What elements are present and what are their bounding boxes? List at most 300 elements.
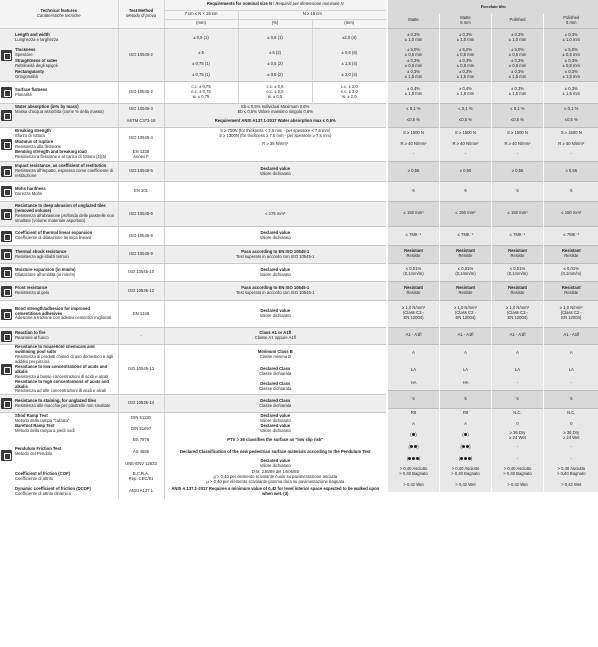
value-cell bbox=[544, 430, 598, 441]
value-cell bbox=[492, 69, 544, 81]
cell-line: ± 0,5 mm bbox=[456, 51, 475, 57]
feature-name-it: Resistenza all'abrasione profonda delle piastrelle non smaltate (volume materiale asportato) bbox=[15, 213, 115, 223]
value-row bbox=[388, 149, 598, 161]
requirement-cell bbox=[164, 470, 386, 485]
feature-icon-cell bbox=[0, 128, 13, 162]
cell-line: ± 1,0 mm bbox=[562, 36, 580, 42]
cell-line: Matte bbox=[408, 17, 419, 23]
cell-line: Resistant bbox=[561, 284, 581, 290]
feature-name: Pendulum Friction Test bbox=[15, 446, 62, 452]
dot-icon bbox=[464, 457, 467, 460]
feature-name: Bond strength/adhesion for improved cementitious adhesives bbox=[15, 305, 90, 316]
value-cell bbox=[388, 226, 440, 245]
cell-line: Classe dichiarata bbox=[259, 371, 292, 377]
cell-line: AS 4586 bbox=[132, 448, 150, 454]
feature-row bbox=[0, 365, 386, 380]
dot-icon bbox=[462, 445, 465, 448]
cell-line: ISO 10545-6 bbox=[129, 210, 153, 216]
value-row bbox=[388, 430, 598, 441]
value-cell bbox=[492, 419, 544, 430]
cell-line: EN 101 bbox=[134, 188, 148, 194]
cell-line: ± 0,3% bbox=[564, 58, 578, 63]
cell-line: ≤ 0,1 % bbox=[458, 105, 473, 111]
cell-line: Eb ≤ 0,5% Valore massimo singolo 0,6% bbox=[237, 108, 313, 114]
test-method-cell bbox=[118, 227, 164, 246]
value-cell bbox=[388, 201, 440, 226]
value-cell bbox=[440, 245, 492, 263]
value-cell bbox=[492, 344, 544, 363]
tech-features-label: Technical features bbox=[40, 8, 77, 14]
test-method-cell bbox=[118, 413, 164, 424]
cell-line: ≤0,5 % bbox=[564, 117, 578, 123]
cell-line: S ≥ 1500 N bbox=[403, 129, 424, 135]
value-cell bbox=[544, 454, 598, 465]
cell-line: > 0,40 Asciutto bbox=[451, 465, 480, 471]
test-method-cell bbox=[118, 282, 164, 301]
feature-name-cell bbox=[13, 202, 118, 227]
test-method-cell bbox=[118, 128, 164, 150]
feature-row bbox=[0, 380, 386, 395]
cell-line: S ≥ 700N (for thickness < 7,5 mm - per spessore < 7,5 mm) bbox=[220, 127, 331, 133]
test-method-cell bbox=[118, 264, 164, 282]
cell-line: A bbox=[569, 350, 573, 356]
requirement-cell bbox=[164, 413, 386, 424]
porcelain-tiles-table bbox=[387, 0, 598, 492]
cell-line: ≤ 7MK⁻¹ bbox=[563, 232, 580, 238]
requirement-cell bbox=[164, 282, 386, 301]
test-method-cell bbox=[118, 182, 164, 202]
feature-name-cell bbox=[13, 446, 118, 459]
value-cell bbox=[492, 28, 544, 47]
feature-name-it: Sforzo di rottura bbox=[15, 132, 45, 138]
cell-line: ± 0,5 mm bbox=[562, 51, 580, 57]
value-cell bbox=[388, 161, 440, 181]
feature-name: Moisture expansion (in mm/m) bbox=[15, 266, 76, 272]
feature-row bbox=[0, 116, 386, 128]
test-method-cell bbox=[118, 246, 164, 264]
cell-line: ± 0,3% bbox=[510, 69, 524, 74]
feature-name: Bending strength and breaking load bbox=[15, 149, 87, 155]
requirement-cell bbox=[164, 227, 386, 246]
cell-line: ≤ 0,1 % bbox=[406, 105, 421, 111]
cell-line: (Class C2 - bbox=[507, 310, 528, 316]
requirement-cell bbox=[164, 435, 386, 446]
requirement-cell bbox=[164, 380, 386, 395]
feature-name-it: Resistenza a flessione e al carico di rottura (4)(5) bbox=[15, 154, 107, 160]
feature-name: Resistance to deep abrasion of unglazed tiles (removed volume) bbox=[15, 203, 106, 214]
cell-line: ≤ 0,01% bbox=[457, 266, 474, 272]
value-cell bbox=[388, 127, 440, 139]
cell-line: ± 5,0% bbox=[458, 47, 472, 52]
cell-line: Resistant bbox=[404, 284, 423, 290]
cell-line: ± 5,0% bbox=[406, 47, 420, 52]
feature-row bbox=[0, 227, 386, 246]
cell-line: - bbox=[516, 444, 519, 450]
feature-name-it: Coefficiente di dilatazione termica lineare bbox=[15, 235, 92, 240]
cell-line: A1 - A1fl bbox=[509, 332, 526, 338]
value-cell bbox=[388, 81, 440, 103]
value-cell bbox=[492, 103, 544, 115]
cell-line: Resiste bbox=[564, 289, 579, 295]
cell-line: ± 5,0% bbox=[564, 47, 578, 52]
cell-line: ± 0,5 (2) bbox=[267, 60, 283, 66]
requirement-cell bbox=[164, 70, 238, 82]
value-cell bbox=[492, 161, 544, 181]
cell-line: - bbox=[570, 151, 572, 157]
unit-mm-a: (mm) bbox=[164, 19, 238, 28]
value-cell bbox=[388, 28, 440, 47]
feature-name-cell bbox=[13, 82, 118, 104]
cell-line: ± 1,5 mm bbox=[404, 73, 423, 79]
dot-icon bbox=[468, 457, 471, 460]
feature-icon-cell bbox=[0, 301, 13, 328]
value-cell bbox=[492, 363, 544, 378]
feature-icon bbox=[1, 231, 12, 242]
value-cell bbox=[544, 281, 598, 300]
cell-line: ± 0,8 mm bbox=[456, 62, 475, 68]
cell-line: - bbox=[516, 456, 519, 462]
cell-line: Declared value bbox=[260, 412, 291, 418]
cell-line: S ≥ 1500 N bbox=[507, 129, 528, 135]
requirement-cell bbox=[164, 59, 238, 70]
value-cell bbox=[492, 127, 544, 139]
value-row bbox=[388, 139, 598, 149]
cell-line: B.C.R.A. bbox=[132, 471, 150, 477]
value-cell bbox=[388, 465, 440, 478]
cell-line: ISO 10545-12 bbox=[127, 287, 155, 293]
cell-line: Class A1 or A1fl bbox=[259, 330, 292, 336]
feature-icon bbox=[1, 364, 12, 375]
feature-name-cell bbox=[13, 29, 118, 48]
cell-line: ANSI A.137.1-2017 Requires a minimum value of 0,42 for level interior space expected to be walked upon when wet. (3) bbox=[171, 485, 380, 496]
cell-line: ± 0,75 (1) bbox=[192, 71, 210, 77]
value-row bbox=[388, 390, 598, 408]
test-method-cell bbox=[118, 150, 164, 162]
feature-name: Coefficient of friction (COF) bbox=[15, 471, 70, 477]
value-cell bbox=[544, 58, 598, 69]
value-row bbox=[388, 103, 598, 115]
cell-line: ± 0,5 mm bbox=[508, 51, 527, 57]
test-method-cell bbox=[118, 459, 164, 470]
test-method-cell bbox=[118, 116, 164, 128]
value-row bbox=[388, 378, 598, 390]
feature-name: Dynamic coefficient of friction (DCOF) bbox=[15, 485, 91, 491]
feature-row bbox=[0, 150, 386, 162]
feature-name-cell bbox=[13, 345, 118, 365]
cell-line: Declared Classification of the new pedestrian surface materials according to the Pendulum Test bbox=[180, 448, 371, 454]
value-cell bbox=[544, 408, 598, 419]
value-row bbox=[388, 441, 598, 454]
value-row bbox=[388, 201, 598, 226]
cell-line: Resistant bbox=[508, 284, 527, 290]
cell-line: ± 0,3% bbox=[458, 31, 472, 37]
value-cell bbox=[440, 58, 492, 69]
feature-name-it: Resistenza ad alte concentrazioni di acidi e alcali bbox=[15, 388, 107, 394]
value-cell bbox=[440, 408, 492, 419]
cell-line: e.c. ± 0,5 bbox=[266, 89, 284, 95]
cell-line: Polished bbox=[509, 17, 526, 23]
value-cell bbox=[440, 419, 492, 430]
cell-line: (0,1mm/m) bbox=[561, 271, 582, 276]
feature-name-cell bbox=[13, 264, 118, 282]
cell-line: Resiste bbox=[406, 253, 421, 258]
value-cell bbox=[440, 149, 492, 161]
feature-icon-cell bbox=[0, 328, 13, 345]
value-cell bbox=[544, 378, 598, 390]
test-method-cell bbox=[118, 435, 164, 446]
feature-icon bbox=[1, 286, 12, 297]
value-cell bbox=[440, 161, 492, 181]
cell-line: Resiste bbox=[564, 253, 579, 258]
cell-line: > 0,40 Asciutto bbox=[399, 465, 428, 471]
cell-line: ± 0,3% bbox=[458, 69, 472, 74]
requirement-cell bbox=[164, 202, 386, 227]
value-cell bbox=[544, 327, 598, 344]
cell-line: Resiste bbox=[510, 289, 525, 295]
feature-name-cell bbox=[13, 413, 118, 424]
requirement-cell bbox=[164, 182, 386, 202]
feature-name-cell bbox=[13, 301, 118, 328]
requirement-cell bbox=[238, 59, 312, 70]
cell-line: c.c. ± 0,5 bbox=[266, 84, 284, 90]
value-row bbox=[388, 408, 598, 419]
requirement-cell bbox=[164, 345, 386, 365]
cell-line: - bbox=[140, 332, 142, 338]
cell-line: 0 bbox=[516, 421, 519, 427]
value-cell bbox=[492, 378, 544, 390]
feature-icon-cell bbox=[0, 29, 13, 82]
cell-line: > 0,40 Bagnato bbox=[399, 470, 428, 476]
cell-line: ≤ 0,1 % bbox=[510, 105, 525, 111]
cell-line: ISO 10545-4 bbox=[129, 135, 153, 141]
value-cell bbox=[492, 478, 544, 492]
value-cell bbox=[544, 127, 598, 139]
value-row bbox=[388, 281, 598, 300]
technical-features-table bbox=[0, 0, 386, 499]
requirement-cell bbox=[164, 485, 386, 499]
feature-icon-cell bbox=[0, 82, 13, 104]
cell-line: μ > 0,40 per elemento scivolante gomma dura su pavimentazione bagnata bbox=[206, 478, 345, 484]
value-row bbox=[388, 465, 598, 478]
value-cell bbox=[388, 454, 440, 465]
requirement-cell bbox=[164, 424, 386, 435]
cell-line: ± 1,5 mm bbox=[562, 73, 580, 79]
cell-line: w. ± 2,0 bbox=[342, 93, 357, 99]
header-row bbox=[0, 0, 386, 10]
feature-name-it: Lunghezza e larghezza bbox=[15, 37, 59, 43]
cell-line: Classe dichiarata bbox=[259, 402, 292, 408]
test-method-cell bbox=[118, 345, 164, 395]
cell-line: S ≥ 1500 N bbox=[455, 129, 476, 135]
cell-line: ≤ 0,01% bbox=[405, 266, 422, 272]
value-cell bbox=[440, 454, 492, 465]
cell-line: UNE-ENV 12633 bbox=[125, 460, 157, 466]
cell-line: ± 0,3% bbox=[406, 31, 420, 37]
feature-row bbox=[0, 246, 386, 264]
finish-header bbox=[492, 14, 544, 28]
dot-icon bbox=[414, 445, 417, 448]
value-cell bbox=[544, 478, 598, 492]
cell-line: DIN 51097 bbox=[131, 425, 152, 431]
cell-line: N.C. bbox=[567, 410, 576, 416]
value-cell bbox=[440, 430, 492, 441]
cell-line: ≥ 36 Dry bbox=[563, 430, 580, 435]
cell-line: - bbox=[516, 380, 519, 386]
cell-line: Pass according to EN ISO 10545-1 bbox=[241, 285, 310, 291]
requirement-cell bbox=[238, 82, 312, 104]
pendulum-marker-icon: ( ) bbox=[406, 456, 421, 462]
feature-name: Straightness of sides bbox=[15, 58, 58, 64]
cell-line: Annex F bbox=[133, 154, 149, 160]
cell-line: ± 0,4% bbox=[458, 86, 472, 92]
requirement-cell bbox=[164, 328, 386, 345]
cell-line: Resistant bbox=[456, 248, 475, 254]
value-cell bbox=[544, 181, 598, 201]
cell-line: Resiste bbox=[458, 289, 473, 295]
feature-icon-cell bbox=[0, 395, 13, 413]
feature-name: Rectangularity bbox=[15, 69, 45, 75]
feature-name-it: Resistenza agli sbalzi termici bbox=[15, 253, 69, 259]
requirement-cell bbox=[312, 29, 386, 48]
cell-line: (Class C2 - bbox=[403, 310, 424, 316]
test-method-cell bbox=[118, 82, 164, 104]
value-cell bbox=[388, 441, 440, 454]
feature-row bbox=[0, 202, 386, 227]
feature-icon-cell bbox=[0, 345, 13, 395]
value-cell bbox=[544, 465, 598, 478]
porcelain-title: Porcelain tiles bbox=[388, 0, 598, 14]
feature-row bbox=[0, 140, 386, 150]
requirement-cell bbox=[164, 116, 386, 128]
feature-icon-cell bbox=[0, 182, 13, 202]
cell-line: Declared value bbox=[260, 423, 291, 429]
feature-name-it: Resistenza ai prodotti chimici di uso domestico e agli additivi per piscina bbox=[15, 353, 113, 364]
test-method-cell bbox=[118, 470, 164, 485]
cell-line: Resistant bbox=[508, 248, 527, 254]
cell-line: S ≥ 1500 N bbox=[560, 129, 582, 135]
cell-line: ± 2,0 (4) bbox=[341, 71, 358, 77]
value-cell bbox=[388, 363, 440, 378]
feature-name-it: Coefficiente di attrito dinamico bbox=[15, 490, 72, 496]
feature-name-it: Ortogonalità bbox=[15, 74, 38, 80]
value-cell bbox=[492, 465, 544, 478]
value-row bbox=[388, 115, 598, 127]
feature-name-cell bbox=[13, 435, 118, 446]
finish-header bbox=[544, 14, 598, 28]
cell-line: DIN 51130 bbox=[131, 415, 151, 421]
size-a-header: 7 cm ≤ N < 15 cm bbox=[164, 10, 238, 19]
dot-icon bbox=[412, 433, 415, 436]
cell-line: ISO 10545-5 bbox=[129, 168, 153, 174]
value-row bbox=[388, 28, 598, 47]
feature-name-cell bbox=[13, 116, 118, 128]
cell-line: 5 bbox=[516, 187, 519, 193]
cell-line: 6 mm bbox=[566, 19, 577, 25]
cell-line: Test superato in accordo con ISO 10545-1 bbox=[236, 290, 315, 295]
requirement-cell bbox=[164, 128, 386, 140]
feature-name-cell bbox=[13, 182, 118, 202]
cell-line: w. ± 0,75 bbox=[192, 93, 210, 99]
requirement-cell bbox=[164, 264, 386, 282]
value-cell bbox=[544, 69, 598, 81]
feature-icon-cell bbox=[0, 104, 13, 128]
cell-line: ≤0,5 % bbox=[458, 117, 472, 123]
cell-line: ± 1,0 mm bbox=[404, 36, 423, 42]
cell-line: EN 12004) bbox=[507, 314, 528, 320]
feature-name-it: Resistenza alle macchie per piastrelle non smaltate bbox=[15, 402, 111, 408]
cell-line: ± 0,8 mm bbox=[404, 62, 423, 68]
feature-name-it: Metodo del Pendolo bbox=[15, 451, 53, 457]
cell-line: 6 bbox=[412, 187, 415, 193]
cell-line: ≥ 0,55 bbox=[459, 167, 472, 173]
requirements-header: Requirements for nominal size N / Requisiti per dimensione nominale N bbox=[164, 0, 386, 10]
finish-header-row bbox=[388, 14, 598, 28]
cell-line: Valore dichiarato bbox=[259, 313, 291, 318]
value-cell bbox=[388, 181, 440, 201]
feature-row bbox=[0, 182, 386, 202]
requirement-cell bbox=[164, 150, 386, 162]
value-cell bbox=[440, 115, 492, 127]
value-cell bbox=[492, 115, 544, 127]
requirement-cell bbox=[164, 446, 386, 459]
value-cell bbox=[440, 363, 492, 378]
requirement-cell bbox=[164, 104, 386, 116]
cell-line: LA bbox=[410, 367, 417, 373]
cell-line: ≥ 0,55 bbox=[511, 167, 524, 173]
feature-icon bbox=[1, 267, 12, 278]
cell-line: LA bbox=[568, 367, 574, 373]
feature-name-it: Adesione a trazione con adesivi cementizi migliorati bbox=[15, 315, 111, 321]
value-cell bbox=[544, 28, 598, 47]
cell-line: Rep. CEC/81 bbox=[128, 476, 154, 482]
cell-line: LA bbox=[462, 367, 469, 373]
requirement-cell bbox=[164, 365, 386, 380]
pendulum-marker-icon: ( ) bbox=[462, 432, 469, 438]
cell-line: > 0,42 Wet bbox=[507, 481, 528, 487]
feature-icon bbox=[1, 166, 12, 177]
cell-line: ± 1,5 mm bbox=[508, 91, 527, 96]
value-cell bbox=[492, 245, 544, 263]
cell-line: > 0,40 Asciutto bbox=[557, 465, 586, 471]
test-method-header bbox=[118, 0, 164, 29]
cell-line: μ > 0,40 per elemento scivolante cuoio su pavimentazione asciutta bbox=[213, 473, 338, 479]
cell-line: ± 0,5 (6) bbox=[341, 49, 358, 55]
value-cell bbox=[440, 344, 492, 363]
feature-name-cell bbox=[13, 150, 118, 162]
feature-icon bbox=[1, 450, 12, 461]
cell-line: ≤ 150 mm³ bbox=[561, 210, 582, 216]
value-cell bbox=[388, 149, 440, 161]
value-row bbox=[388, 58, 598, 69]
cell-line: ISO 10545-3 bbox=[129, 106, 153, 112]
value-cell bbox=[388, 430, 440, 441]
cell-line: R ≥ 40 N/mm² bbox=[504, 140, 531, 146]
feature-name-it: Resistenza a basse concentrazioni di acidi e alcali bbox=[15, 373, 109, 379]
value-cell bbox=[388, 390, 440, 408]
test-method-cell bbox=[118, 424, 164, 435]
size-b-header: N ≥ 15 cm bbox=[238, 10, 386, 19]
value-cell bbox=[440, 478, 492, 492]
dot-icon bbox=[416, 457, 419, 460]
requirement-cell bbox=[312, 70, 386, 82]
value-row bbox=[388, 263, 598, 281]
feature-row bbox=[0, 162, 386, 182]
feature-icon bbox=[1, 209, 12, 220]
cell-line: R ≥ 40 N/mm² bbox=[400, 140, 427, 146]
feature-row bbox=[0, 301, 386, 328]
cell-line: ≥ 1,0 N/mm² bbox=[559, 305, 583, 311]
value-cell bbox=[388, 344, 440, 363]
